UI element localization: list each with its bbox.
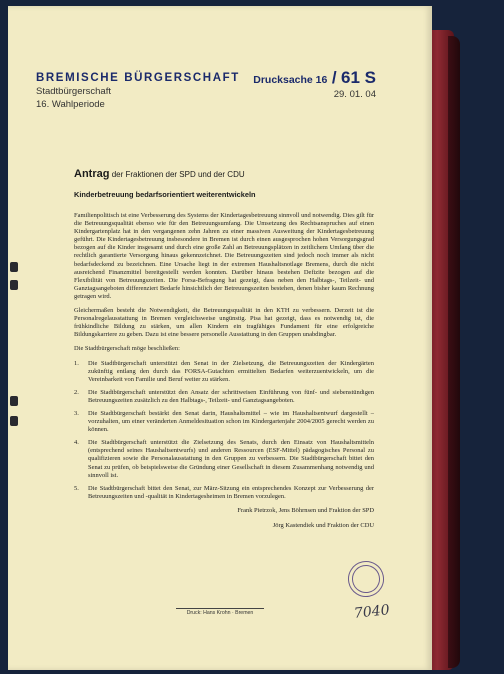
list-item: 4. Die Stadtbürgerschaft unterstützt die Zielsetzung des Senats, durch den Einsatz von Haushaltsmitteln (entsprechend seines Haushaltsentwurfs) und anderen Ressourcen (ESF-Mittel) pädagogisches Personal zu qualifizieren sowie die Personalausstattung in den Gruppen zu verbessern. Die Stadtbürgerschaft bittet den Senat zu prüfen, ob beispielsweise die Gründung einer Gesellschaft in diesem Zusammenhang notwendig und sinnvoll ist. xyxy=(74,439,374,479)
document-reference xyxy=(253,68,376,100)
motion-body xyxy=(74,212,374,537)
list-item: 3. Die Stadtbürgerschaft bestärkt den Senat darin, Haushaltsmittel – wie im Haushaltsentwurf dargestellt – vorzuhalten, um einer veränderten Anmeldesituation schon im Kindergartenjahr 2004/2005 gerecht werden zu können. xyxy=(74,409,374,434)
drucksache-label: Drucksache 16 xyxy=(253,74,328,86)
document-date: 29. 01. 04 xyxy=(333,89,376,100)
drucksache-number: 61 S xyxy=(341,68,376,87)
punch-hole xyxy=(10,262,18,272)
signer-cdu: Jörg Kastendiek und Fraktion der CDU xyxy=(272,522,374,529)
paragraph: Familienpolitisch ist eine Verbesserung des Systems der Kindertagesbetreuung sinnvoll und notwendig. Dies gilt für die Betreuungsqualität ebenso wie für den Betreuungsumfang. Die Umsetzung des Rechtsanspruches auf einen Kindergartenplatz hat in den vergangenen zehn Jahren zu einer massiven Ausweitung der Kindertagesbetreuung geführt. Die Kindertagesbetreuung insbesondere in Bremen ist durch einen ausgesprochen hohen Versorgungsgrad bezogen auf die Kinder insgesamt und durch eine große Zahl an Betreuungsplätzen in zeitlichem Umfang über die rechtlich garantierte Versorgung hinaus gekennzeichnet. Die Betreuungszeiten sind jedoch noch immer als nicht bedarfsdeckend zu bezeichnen. Eine Ursache liegt in der extremen Haushaltsnotlage Bremens, durch die nicht ausreichend Finanzmittel bereitgestellt werden konnten. Darüber hinaus bestehen Defizite bezogen auf die Flexibilität von Betreuungszeiten. Die Forsa-Befragung hat gezeigt, dass neben den Halbtags-, Teilzeit- und Ganztagsangeboten differenziert Bedarfe hinsichtlich der Betreuungszeiten bestehen, denen bisher kaum Rechnung getragen wird. xyxy=(74,212,374,300)
motion-factions: der Fraktionen der SPD und der CDU xyxy=(111,170,245,179)
motion-subject: Kinderbetreuung bedarfsorientiert weiterentwickeln xyxy=(74,190,256,199)
printer-imprint: Druck: Hans Krohn · Bremen xyxy=(186,610,254,616)
organization-name: BREMISCHE BÜRGERSCHAFT xyxy=(36,72,240,84)
library-stamp-icon xyxy=(345,558,388,601)
legislative-period: 16. Wahlperiode xyxy=(36,99,105,110)
imprint-divider xyxy=(176,608,264,609)
paragraph: Gleichermaßen besteht die Notwendigkeit, die Betreuungsqualität in den KTH zu verbessern. Derzeit ist die Personalregelausstattung in Bremen vergleichsweise ungünstig. Pisa hat gezeigt, dass es notwendig ist, die frühkindliche Bildung zu stärken, um allen Kindern ein tragfähiges Fundament für eine erfolgreiche Bildungskarriere zu geben. Dazu ist eine bessere personelle Ausstattung in den Gruppen unabdingbar. xyxy=(74,307,374,339)
list-item: 2. Die Stadtbürgerschaft unterstützt den Ansatz der schrittweisen Einführung von fünf- und siebenstündigen Betreuungszeiten zusätzlich zu den Halbtags-, Teilzeit- und Ganztagsangeboten. xyxy=(74,388,374,404)
list-item: 5. Die Stadtbürgerschaft bittet den Senat, zur März-Sitzung ein entsprechendes Konzept zur Verbesserung der Betreuungszeiten und -qualität in Kindertagesheimen in Bremen vorzulegen. xyxy=(74,484,374,500)
signer-spd: Frank Pietrzok, Jens Böhrnsen und Fraktion der SPD xyxy=(237,506,374,514)
drucksache-separator: / xyxy=(331,68,337,87)
binder-edge xyxy=(448,36,460,668)
chamber-name: Stadtbürgerschaft xyxy=(36,86,111,97)
document-page xyxy=(8,6,432,670)
letterhead xyxy=(36,72,240,110)
motion-label: Antrag xyxy=(74,168,110,180)
handwritten-note: 7040 xyxy=(353,602,391,622)
signatories xyxy=(74,507,374,530)
punch-hole xyxy=(10,396,18,406)
list-item: 1. Die Stadtbürgerschaft unterstützt den Senat in der Zielsetzung, die Betreuungszeiten der Kindergärten zukünftig entlang den durch das FORSA-Gutachten ermittelten Bedarfen weiterzuentwickeln, um die Vereinbarkeit von Familie und Beruf weiter zu stärken. xyxy=(74,359,374,383)
punch-hole xyxy=(10,416,18,426)
punch-hole xyxy=(10,280,18,290)
resolution-intro: Die Stadtbürgerschaft möge beschließen: xyxy=(74,345,180,353)
resolution-list xyxy=(74,360,374,501)
motion-heading xyxy=(74,168,245,180)
